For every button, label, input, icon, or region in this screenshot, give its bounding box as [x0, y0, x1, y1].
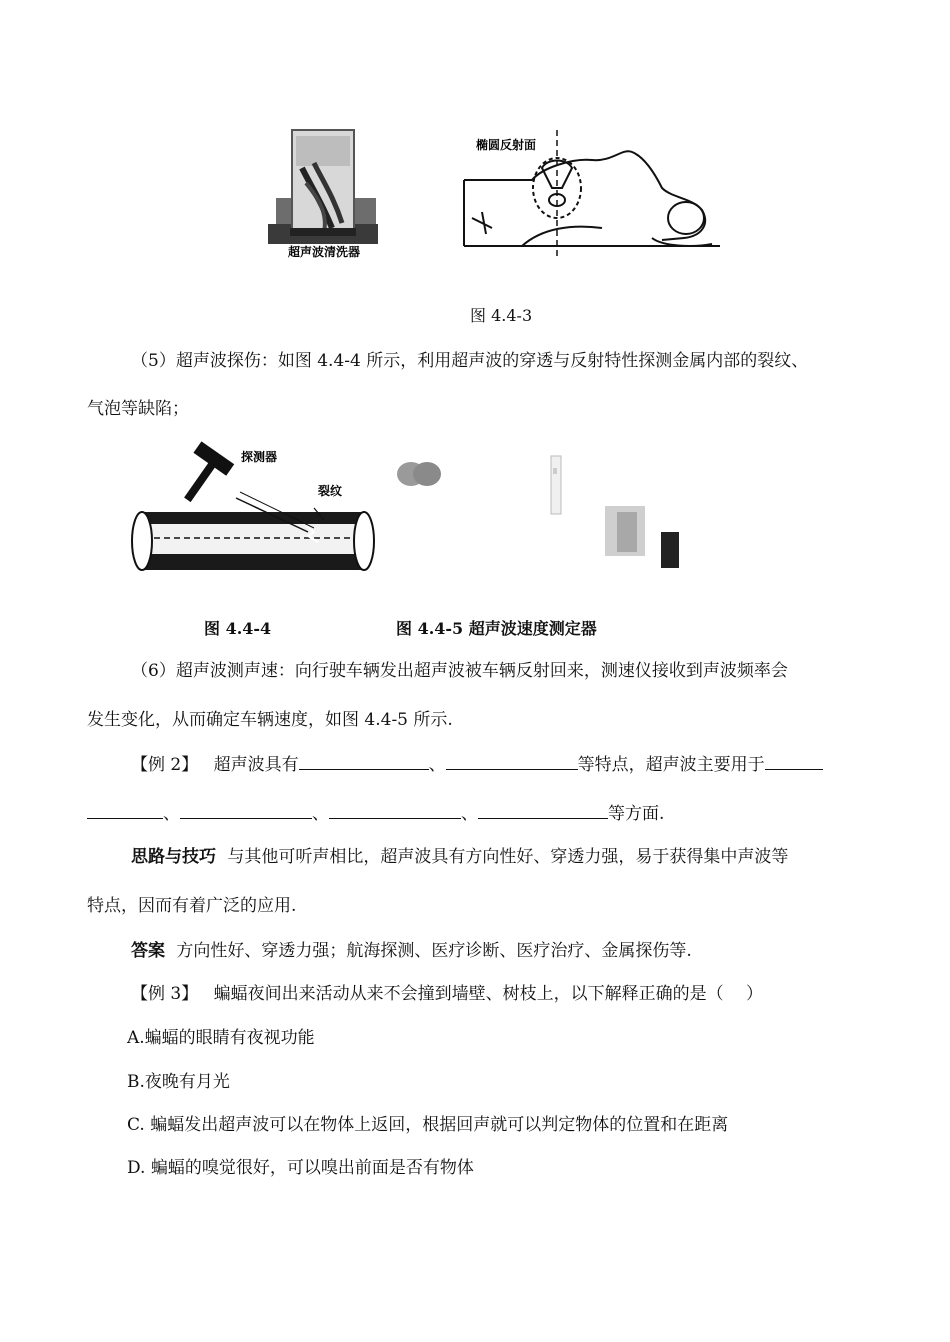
cleaner-label: 超声波清洗器: [288, 245, 361, 259]
example2-text2: 等特点，超声波主要用于: [577, 755, 765, 775]
answer-blank-3-cont[interactable]: [87, 802, 163, 819]
option-b: B.夜晚有月光: [127, 1072, 230, 1092]
example3-tag: 【例 3】: [131, 984, 199, 1004]
hint-label: 思路与技巧: [131, 847, 216, 867]
example2-line1: [131, 753, 823, 776]
speed-meter-figure: [395, 448, 690, 576]
figure-caption-4-4-5: 图 4.4-5 超声波速度测定器: [396, 619, 597, 638]
answer-blank-2[interactable]: [446, 753, 578, 770]
answer-blank-1[interactable]: [299, 753, 429, 770]
answer-blank-5[interactable]: [329, 802, 461, 819]
answer-blank-6[interactable]: [478, 802, 608, 819]
example2-tag: 【例 2】: [131, 755, 199, 775]
option-a: A.蝙蝠的眼睛有夜视功能: [127, 1028, 315, 1048]
example3-question-line: [131, 983, 763, 1005]
answer-blank-4[interactable]: [180, 802, 312, 819]
ellipse-label: 椭圆反射面: [476, 138, 537, 152]
figure-caption-4-4-4: 图 4.4-4: [204, 619, 272, 638]
para5-line1: （5）超声波探伤：如图 4.4-4 所示，利用超声波的穿透与反射特性探测金属内部的裂纹、: [131, 351, 809, 371]
example2-sep3: 、: [312, 804, 329, 824]
para6-line2: 发生变化，从而确定车辆速度，如图 4.4-5 所示.: [87, 710, 453, 730]
ultrasonic-cleaner-figure: [262, 128, 382, 260]
example2-sep1: 、: [428, 755, 446, 775]
example2-sep4: 、: [461, 804, 478, 824]
answer-blank-3[interactable]: [765, 753, 823, 770]
example3-question: 蝙蝠夜间出来活动从来不会撞到墙壁、树枝上，以下解释正确的是（ ）: [213, 984, 764, 1004]
speed-meter-image: [395, 448, 690, 576]
option-c: C. 蝙蝠发出超声波可以在物体上返回，根据回声就可以判定物体的位置和在距离: [127, 1115, 729, 1135]
detector-label: 探测器: [241, 450, 278, 464]
example2-sep2: 、: [163, 804, 180, 824]
hint-text1: 与其他可听声相比，超声波具有方向性好、穿透力强，易于获得集中声波等: [227, 847, 789, 867]
crack-label: 裂纹: [318, 484, 343, 498]
answer-text: 方向性好、穿透力强；航海探测、医疗诊断、医疗治疗、金属探伤等.: [176, 941, 692, 961]
ultrasonic-cleaner-image: [262, 128, 382, 260]
hint-line2: 特点，因而有着广泛的应用.: [87, 896, 297, 916]
answer-label: 答案: [131, 941, 165, 961]
figure-caption-4-4-3: 图 4.4-3: [470, 306, 533, 325]
para6-line1: （6）超声波测声速：向行驶车辆发出超声波被车辆反射回来，测速仪接收到声波频率会: [131, 661, 788, 681]
example2-text1: 超声波具有: [213, 755, 299, 775]
hint-line1: [131, 846, 788, 868]
para5-line2: 气泡等缺陷；: [87, 399, 189, 419]
option-d: D. 蝙蝠的嗅觉很好，可以嗅出前面是否有物体: [127, 1158, 474, 1178]
example2-text3: 等方面.: [608, 804, 665, 824]
example2-line2: [87, 802, 664, 825]
answer-line: [131, 940, 692, 962]
